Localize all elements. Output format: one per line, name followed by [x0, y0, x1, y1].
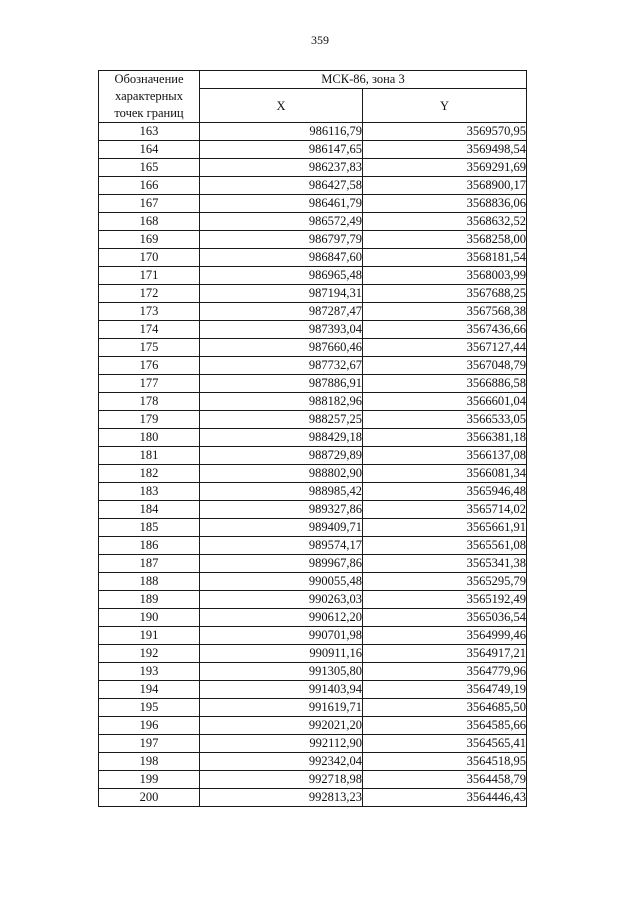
point-number-cell: 175 — [99, 339, 200, 357]
y-coordinate-cell: 3566601,04 — [363, 393, 527, 411]
x-coordinate-cell: 987732,67 — [200, 357, 363, 375]
x-coordinate-cell: 986237,83 — [200, 159, 363, 177]
y-coordinate-cell: 3564565,41 — [363, 735, 527, 753]
x-coordinate-cell: 986847,60 — [200, 249, 363, 267]
table-row — [99, 699, 527, 717]
x-coordinate-cell: 990263,03 — [200, 591, 363, 609]
y-coordinate-cell: 3566137,08 — [363, 447, 527, 465]
y-coordinate-cell: 3567127,44 — [363, 339, 527, 357]
y-coordinate-cell: 3564458,79 — [363, 771, 527, 789]
table-row — [99, 411, 527, 429]
table-row — [99, 771, 527, 789]
x-coordinate-cell: 989967,86 — [200, 555, 363, 573]
point-number-cell: 181 — [99, 447, 200, 465]
table-row — [99, 483, 527, 501]
table-row — [99, 465, 527, 483]
table-row — [99, 285, 527, 303]
x-coordinate-cell: 986797,79 — [200, 231, 363, 249]
y-coordinate-cell: 3565561,08 — [363, 537, 527, 555]
point-number-cell: 166 — [99, 177, 200, 195]
y-coordinate-cell: 3567568,38 — [363, 303, 527, 321]
table-row — [99, 267, 527, 285]
x-column-header: X — [200, 89, 363, 123]
table-row — [99, 717, 527, 735]
x-coordinate-cell: 988257,25 — [200, 411, 363, 429]
x-coordinate-cell: 992718,98 — [200, 771, 363, 789]
coordinate-system-header: МСК-86, зона 3 — [200, 71, 527, 89]
x-coordinate-cell: 990612,20 — [200, 609, 363, 627]
y-coordinate-cell: 3567688,25 — [363, 285, 527, 303]
x-coordinate-cell: 992112,90 — [200, 735, 363, 753]
y-coordinate-cell: 3569498,54 — [363, 141, 527, 159]
point-number-cell: 173 — [99, 303, 200, 321]
y-coordinate-cell: 3565714,02 — [363, 501, 527, 519]
table-row — [99, 537, 527, 555]
x-coordinate-cell: 992342,04 — [200, 753, 363, 771]
point-number-cell: 190 — [99, 609, 200, 627]
y-column-header: Y — [363, 89, 527, 123]
y-coordinate-cell: 3568900,17 — [363, 177, 527, 195]
y-coordinate-cell: 3564585,66 — [363, 717, 527, 735]
table-row — [99, 249, 527, 267]
table-row — [99, 195, 527, 213]
table-row — [99, 519, 527, 537]
table-row — [99, 447, 527, 465]
point-number-cell: 195 — [99, 699, 200, 717]
y-coordinate-cell: 3565946,48 — [363, 483, 527, 501]
x-coordinate-cell: 991305,80 — [200, 663, 363, 681]
x-coordinate-cell: 990055,48 — [200, 573, 363, 591]
page-number: 359 — [311, 33, 329, 47]
table-row — [99, 357, 527, 375]
table-row — [99, 663, 527, 681]
y-coordinate-cell: 3564446,43 — [363, 789, 527, 807]
point-number-cell: 180 — [99, 429, 200, 447]
table-row — [99, 123, 527, 141]
x-coordinate-cell: 986427,58 — [200, 177, 363, 195]
x-coordinate-cell: 986116,79 — [200, 123, 363, 141]
point-number-cell: 189 — [99, 591, 200, 609]
x-coordinate-cell: 987194,31 — [200, 285, 363, 303]
point-number-cell: 164 — [99, 141, 200, 159]
x-coordinate-cell: 987287,47 — [200, 303, 363, 321]
table-row — [99, 375, 527, 393]
table-row — [99, 681, 527, 699]
point-number-cell: 184 — [99, 501, 200, 519]
point-number-cell: 172 — [99, 285, 200, 303]
point-number-cell: 187 — [99, 555, 200, 573]
point-number-cell: 185 — [99, 519, 200, 537]
table-row — [99, 573, 527, 591]
table-row — [99, 789, 527, 807]
x-coordinate-cell: 989327,86 — [200, 501, 363, 519]
table-row — [99, 213, 527, 231]
point-number-cell: 165 — [99, 159, 200, 177]
point-number-cell: 178 — [99, 393, 200, 411]
y-coordinate-cell: 3565192,49 — [363, 591, 527, 609]
x-coordinate-cell: 986461,79 — [200, 195, 363, 213]
point-number-cell: 176 — [99, 357, 200, 375]
x-coordinate-cell: 991403,94 — [200, 681, 363, 699]
x-coordinate-cell: 988729,89 — [200, 447, 363, 465]
point-number-cell: 197 — [99, 735, 200, 753]
point-number-cell: 170 — [99, 249, 200, 267]
table-row — [99, 159, 527, 177]
point-number-cell: 191 — [99, 627, 200, 645]
y-coordinate-cell: 3567436,66 — [363, 321, 527, 339]
point-number-cell: 193 — [99, 663, 200, 681]
table-row — [99, 141, 527, 159]
table-row — [99, 339, 527, 357]
y-coordinate-cell: 3566533,05 — [363, 411, 527, 429]
point-number-cell: 199 — [99, 771, 200, 789]
point-number-cell: 179 — [99, 411, 200, 429]
y-coordinate-cell: 3564917,21 — [363, 645, 527, 663]
x-coordinate-cell: 986147,65 — [200, 141, 363, 159]
table-row — [99, 555, 527, 573]
x-coordinate-cell: 987660,46 — [200, 339, 363, 357]
y-coordinate-cell: 3569570,95 — [363, 123, 527, 141]
coordinates-table — [98, 70, 527, 807]
point-number-cell: 169 — [99, 231, 200, 249]
point-number-cell: 177 — [99, 375, 200, 393]
point-number-cell: 171 — [99, 267, 200, 285]
table-body — [99, 123, 527, 807]
x-coordinate-cell: 988429,18 — [200, 429, 363, 447]
table-header — [99, 71, 527, 123]
x-coordinate-cell: 989574,17 — [200, 537, 363, 555]
table-row — [99, 753, 527, 771]
x-coordinate-cell: 988182,96 — [200, 393, 363, 411]
y-coordinate-cell: 3564749,19 — [363, 681, 527, 699]
x-coordinate-cell: 990701,98 — [200, 627, 363, 645]
point-number-cell: 182 — [99, 465, 200, 483]
y-coordinate-cell: 3565295,79 — [363, 573, 527, 591]
y-coordinate-cell: 3565661,91 — [363, 519, 527, 537]
y-coordinate-cell: 3568632,52 — [363, 213, 527, 231]
y-coordinate-cell: 3566886,58 — [363, 375, 527, 393]
point-number-cell: 200 — [99, 789, 200, 807]
x-coordinate-cell: 986572,49 — [200, 213, 363, 231]
point-number-cell: 188 — [99, 573, 200, 591]
point-designation-header: Обозначение характерных точек границ — [99, 71, 200, 123]
y-coordinate-cell: 3564999,46 — [363, 627, 527, 645]
table-row — [99, 645, 527, 663]
y-coordinate-cell: 3568258,00 — [363, 231, 527, 249]
y-coordinate-cell: 3565341,38 — [363, 555, 527, 573]
x-coordinate-cell: 987393,04 — [200, 321, 363, 339]
table-row — [99, 735, 527, 753]
y-coordinate-cell: 3569291,69 — [363, 159, 527, 177]
point-number-cell: 183 — [99, 483, 200, 501]
x-coordinate-cell: 988802,90 — [200, 465, 363, 483]
point-number-cell: 186 — [99, 537, 200, 555]
point-number-cell: 198 — [99, 753, 200, 771]
y-coordinate-cell: 3565036,54 — [363, 609, 527, 627]
table-row — [99, 429, 527, 447]
y-coordinate-cell: 3566081,34 — [363, 465, 527, 483]
y-coordinate-cell: 3564518,95 — [363, 753, 527, 771]
point-number-cell: 163 — [99, 123, 200, 141]
point-number-cell: 196 — [99, 717, 200, 735]
table-row — [99, 393, 527, 411]
table-row — [99, 321, 527, 339]
y-coordinate-cell: 3568836,06 — [363, 195, 527, 213]
table-row — [99, 609, 527, 627]
table-row — [99, 627, 527, 645]
x-coordinate-cell: 986965,48 — [200, 267, 363, 285]
x-coordinate-cell: 992813,23 — [200, 789, 363, 807]
x-coordinate-cell: 990911,16 — [200, 645, 363, 663]
point-number-cell: 168 — [99, 213, 200, 231]
table-row — [99, 303, 527, 321]
point-number-cell: 167 — [99, 195, 200, 213]
y-coordinate-cell: 3567048,79 — [363, 357, 527, 375]
point-number-cell: 192 — [99, 645, 200, 663]
x-coordinate-cell: 988985,42 — [200, 483, 363, 501]
y-coordinate-cell: 3566381,18 — [363, 429, 527, 447]
table-row — [99, 231, 527, 249]
x-coordinate-cell: 991619,71 — [200, 699, 363, 717]
x-coordinate-cell: 989409,71 — [200, 519, 363, 537]
table-row — [99, 501, 527, 519]
y-coordinate-cell: 3568181,54 — [363, 249, 527, 267]
y-coordinate-cell: 3564685,50 — [363, 699, 527, 717]
point-number-cell: 194 — [99, 681, 200, 699]
table-row — [99, 591, 527, 609]
point-number-cell: 174 — [99, 321, 200, 339]
x-coordinate-cell: 992021,20 — [200, 717, 363, 735]
x-coordinate-cell: 987886,91 — [200, 375, 363, 393]
y-coordinate-cell: 3564779,96 — [363, 663, 527, 681]
table-row — [99, 177, 527, 195]
y-coordinate-cell: 3568003,99 — [363, 267, 527, 285]
